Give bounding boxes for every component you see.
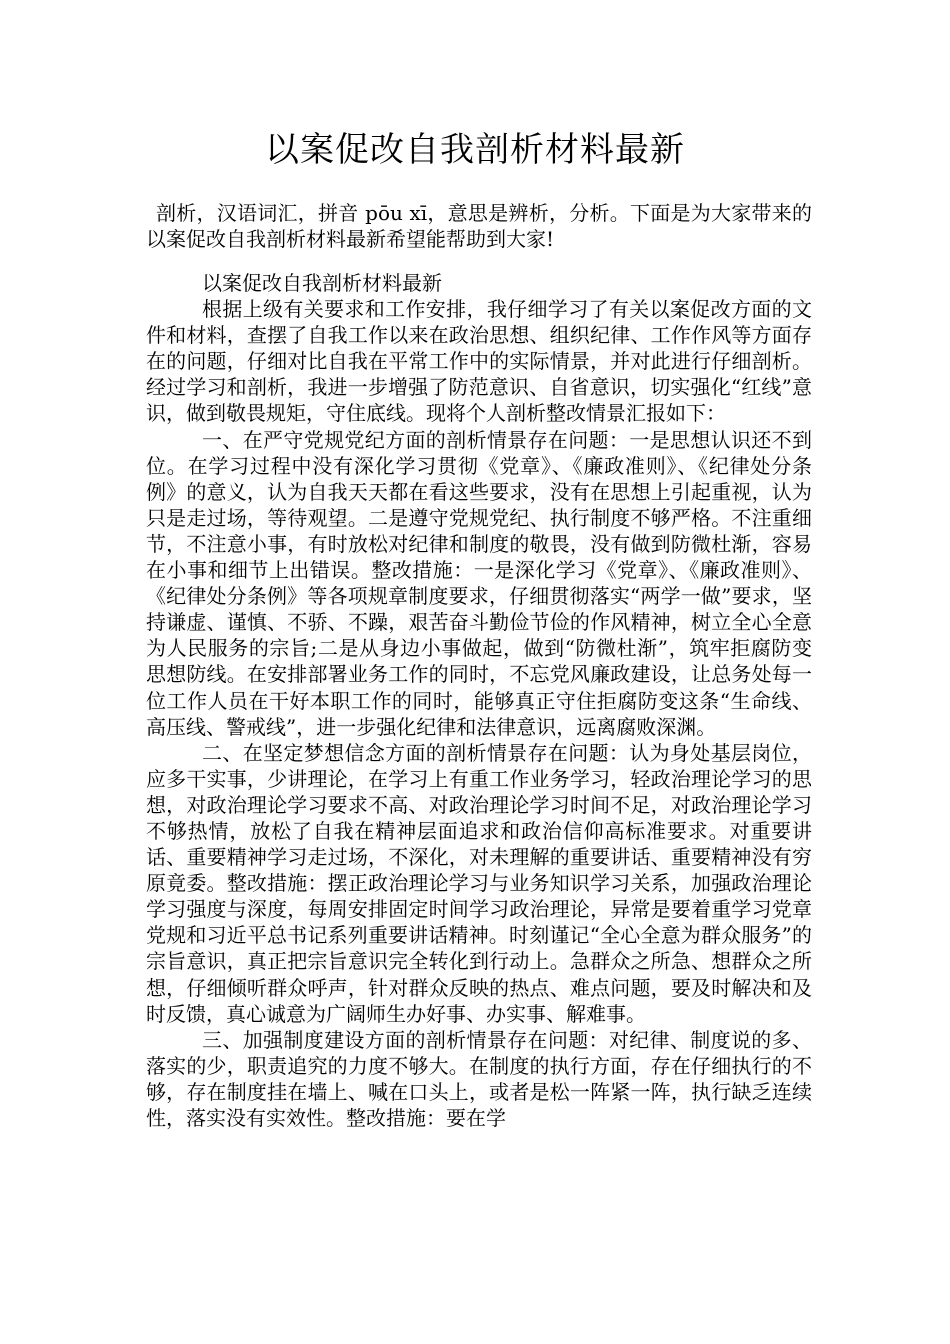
document-body (146, 270, 812, 1131)
section-heading: 以案促改自我剖析材料最新 (202, 271, 442, 295)
body-paragraph-4: 三、加强制度建设方面的剖析情景存在问题：对纪律、制度说的多、落实的少，职责追究的力度不够大。在制度的执行方面，存在仔细执行的不够，存在制度挂在墙上、喊在口头上，或者是松一阵紧一阵，执行缺乏连续性，落实没有实效性。整改措施：要在学 (146, 1027, 812, 1130)
body-paragraph-2: 一、在严守党规党纪方面的剖析情景存在问题：一是思想认识还不到位。在学习过程中没有深化学习贯彻《党章》、《廉政准则》、《纪律处分条例》的意义，认为自我天天都在看这些要求，没有在思想上引起重视，认为只是走过场，等待观望。二是遵守党规党纪、执行制度不够严格。不注重细节，不注意小事，有时放松对纪律和制度的敬畏，没有做到防微杜渐，容易在小事和细节上出错误。整改措施：一是深化学习《党章》、《廉政准则》、《纪律处分条例》等各项规章制度要求，仔细贯彻落实“两学一做”要求，坚持谦虚、谨慎、不骄、不躁，艰苦奋斗勤俭节俭的作风精神，树立全心全意为人民服务的宗旨;二是从身边小事做起，做到“防微杜渐”，筑牢拒腐防变思想防线。在安排部署业务工作的同时，不忘党风廉政建设，让总务处每一位工作人员在干好本职工作的同时，能够真正守住拒腐防变这条“生命线、高压线、警戒线”，进一步强化纪律和法律意识，远离腐败深渊。 (146, 427, 812, 739)
intro-paragraph: 剖析，汉语词汇，拼音 pōu xī，意思是辨析，分析。下面是为大家带来的以案促改自我剖析材料最新希望能帮助到大家! (146, 201, 812, 251)
body-paragraph-3: 二、在坚定梦想信念方面的剖析情景存在问题：认为身处基层岗位，应多干实事，少讲理论，在学习上有重工作业务学习，轻政治理论学习的思想，对政治理论学习要求不高、对政治理论学习时间不足，对政治理论学习不够热情，放松了自我在精神层面追求和政治信仰高标准要求。对重要讲话、重要精神学习走过场，不深化，对未理解的重要讲话、重要精神没有穷原竟委。整改措施：摆正政治理论学习与业务知识学习关系，加强政治理论学习强度与深度，每周安排固定时间学习政治理论，异常是要着重学习党章党规和习近平总书记系列重要讲话精神。时刻谨记“全心全意为群众服务”的宗旨意识，真正把宗旨意识完全转化到行动上。急群众之所急、想群众之所想，仔细倾听群众呼声，针对群众反映的热点、难点问题，要及时解决和及时反馈，真心诚意为广阔师生办好事、办实事、解难事。 (146, 740, 812, 1026)
body-paragraph-1: 根据上级有关要求和工作安排，我仔细学习了有关以案促改方面的文件和材料，查摆了自我工作以来在政治思想、组织纪律、工作作风等方面存在的问题，仔细对比自我在平常工作中的实际情景，并对此进行仔细剖析。经过学习和剖析，我进一步增强了防范意识、自省意识，切实强化“红线”意识，做到敬畏规矩，守住底线。现将个人剖析整改情景汇报如下： (146, 297, 812, 426)
document-title: 以案促改自我剖析材料最新 (265, 130, 685, 170)
